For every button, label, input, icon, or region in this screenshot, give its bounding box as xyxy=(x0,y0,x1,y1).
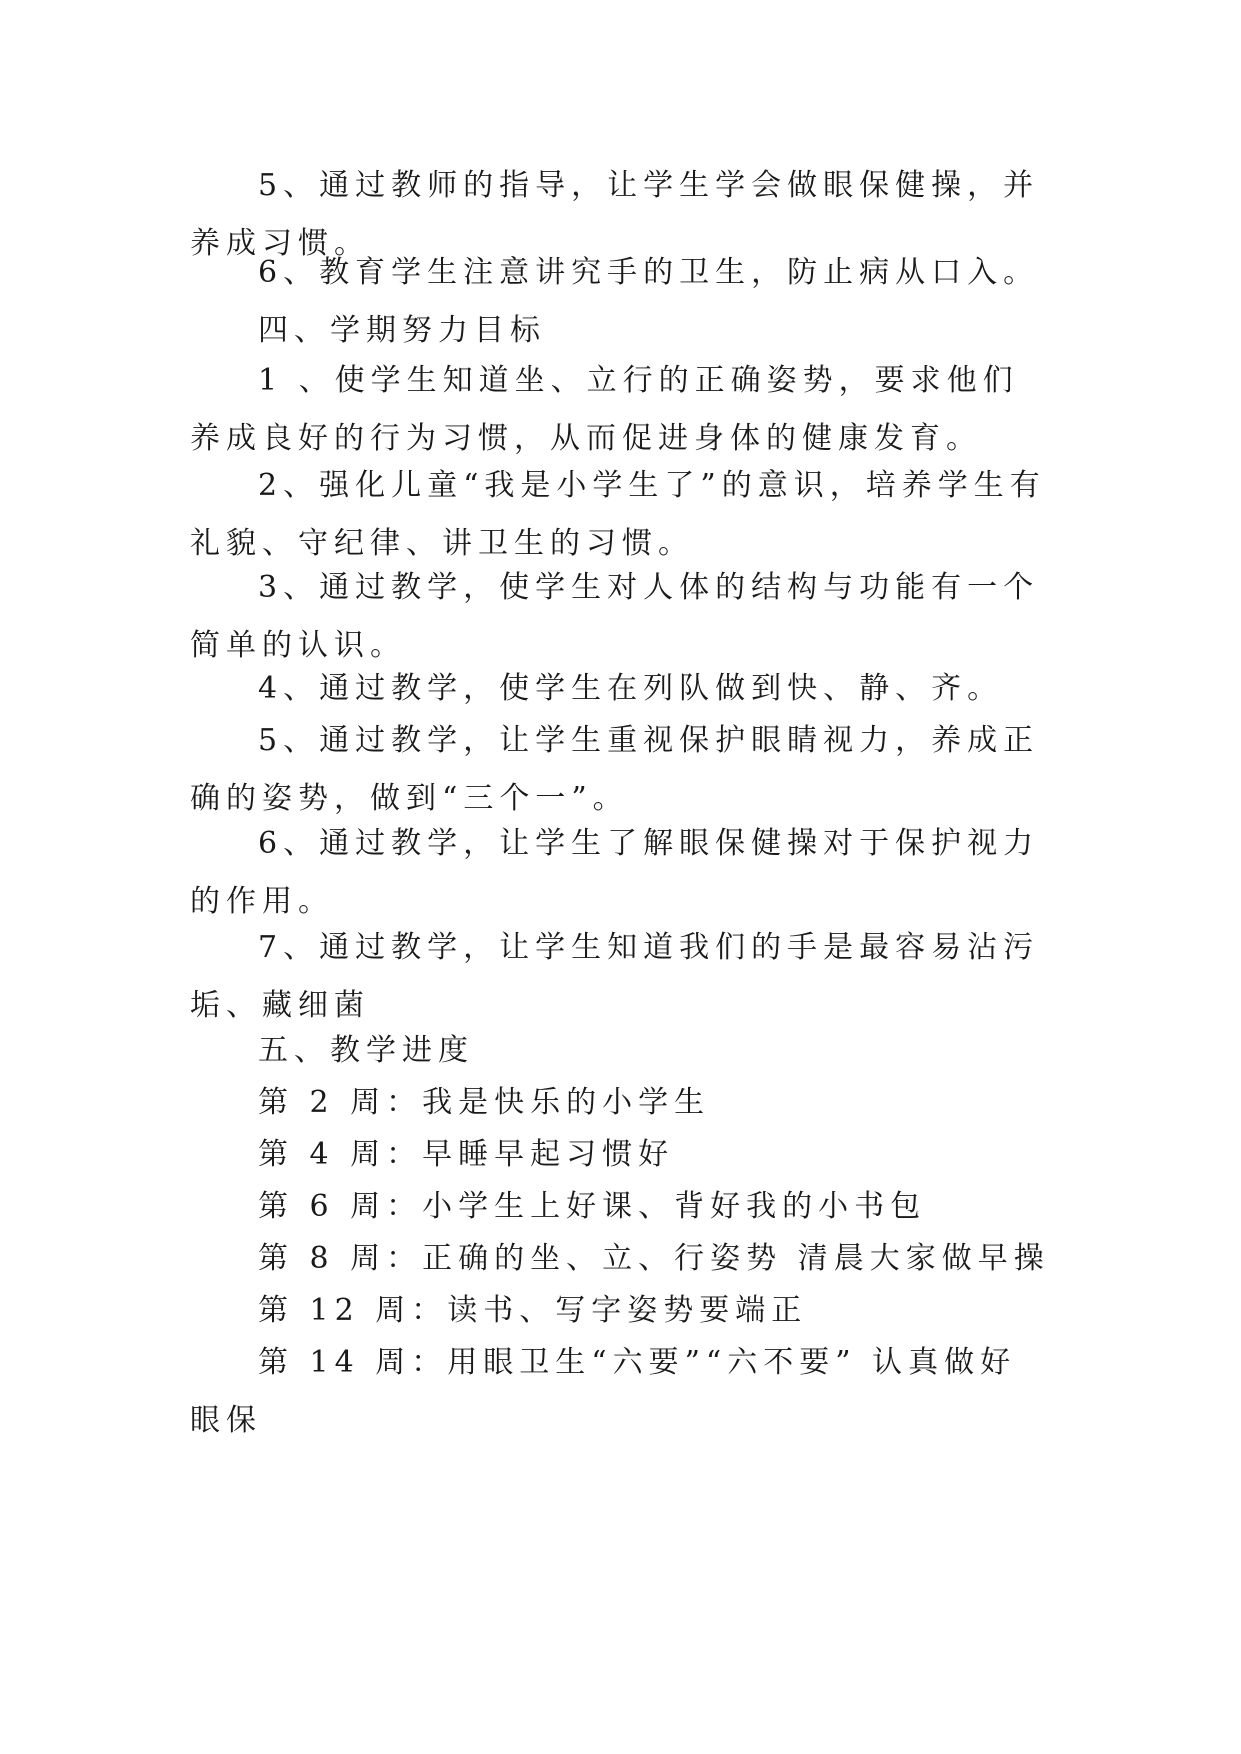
paragraph-hand-hygiene: 6、教育学生注意讲究手的卫生，防止病从口入。 xyxy=(258,255,1040,290)
schedule-item-week-2: 第 2 周：我是快乐的小学生 xyxy=(258,1085,711,1120)
paragraph-goal-2: 2、强化儿童“我是小学生了”的意识，培养学生有礼貌、守纪律、讲卫生的习惯。 xyxy=(190,468,1046,561)
paragraph-goal-3: 3、通过教学，使学生对人体的结构与功能有一个简单的认识。 xyxy=(190,570,1040,663)
paragraph-goal-5: 5、通过教学，让学生重视保护眼睛视力，养成正确的姿势，做到“三个一”。 xyxy=(190,723,1040,816)
paragraph-eye-exercise-habit: 5、通过教师的指导，让学生学会做眼保健操，并养成习惯。 xyxy=(190,168,1040,261)
schedule-item-week-8: 第 8 周：正确的坐、立、行姿势 清晨大家做早操 xyxy=(258,1241,1050,1276)
schedule-item-week-6: 第 6 周：小学生上好课、背好我的小书包 xyxy=(258,1189,927,1224)
schedule-item-week-12: 第 12 周：读书、写字姿势要端正 xyxy=(258,1293,808,1328)
paragraph-goal-7: 7、通过教学，让学生知道我们的手是最容易沾污垢、藏细菌 xyxy=(190,930,1040,1023)
schedule-item-week-4: 第 4 周：早睡早起习惯好 xyxy=(258,1137,675,1172)
paragraph-goal-1: 1 、使学生知道坐、立行的正确姿势，要求他们养成良好的行为习惯，从而促进身体的健康发育。 xyxy=(190,363,1019,456)
section-heading-semester-goals: 四、学期努力目标 xyxy=(258,313,546,348)
section-heading-teaching-schedule: 五、教学进度 xyxy=(258,1033,474,1068)
paragraph-goal-6: 6、通过教学，让学生了解眼保健操对于保护视力的作用。 xyxy=(190,826,1040,919)
paragraph-goal-4: 4、通过教学，使学生在列队做到快、静、齐。 xyxy=(258,671,1004,706)
schedule-item-week-14: 第 14 周：用眼卫生“六要”“六不要” 认真做好眼保 xyxy=(190,1345,1017,1438)
